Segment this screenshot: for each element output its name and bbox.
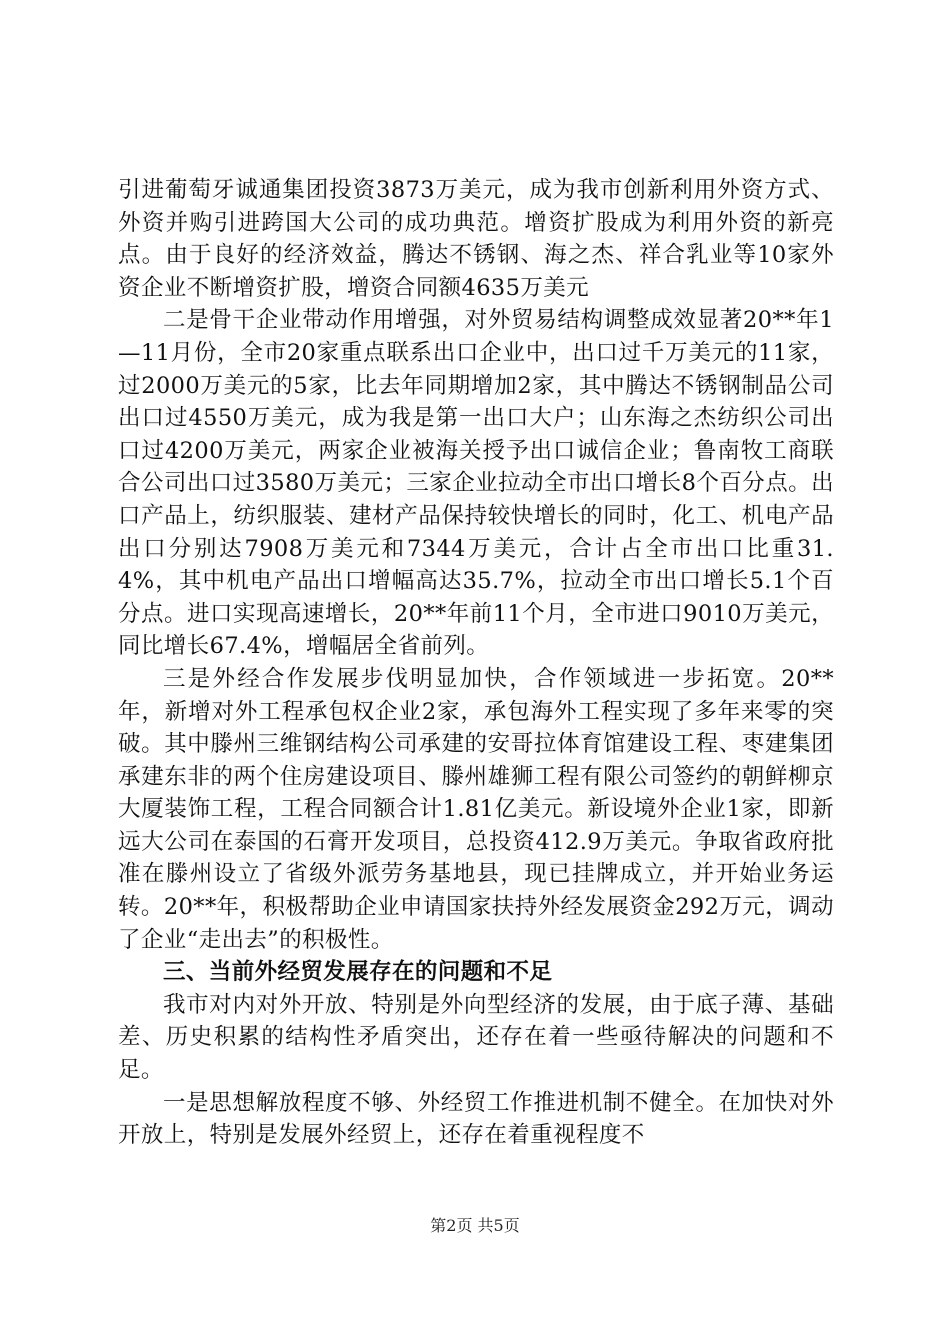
paragraph-key-enterprises: 二是骨干企业带动作用增强，对外贸易结构调整成效显著20**年1—11月份，全市20家重点联系出口企业中，出口过千万美元的11家，过2000万美元的5家，比去年同期增加2家，其中腾达不锈钢制品公司出口过4550万美元，成为我是第一出口大户；山东海之杰纺织公司出口过4200万美元，两家企业被海关授予出口诚信企业；鲁南牧工商联合公司出口过3580万美元；三家企业拉动全市出口增长8个百分点。出口产品上，纺织服装、建材产品保持较快增长的同时，化工、机电产品出口分别达7908万美元和7344万美元，合计占全市出口比重31.4%，其中机电产品出口增幅高达35.7%，拉动全市出口增长5.1个百分点。进口实现高速增长，20**年前11个月，全市进口9010万美元，同比增长67.4%，增幅居全省前列。 <box>118 307 834 660</box>
page-footer: 第2页 共5页 <box>430 1216 520 1235</box>
paragraph-foreign-investment: 引进葡萄牙诚通集团投资3873万美元，成为我市创新利用外资方式、外资并购引进跨国大公司的成功典范。增资扩股成为利用外资的新亮点。由于良好的经济效益，腾达不锈钢、海之杰、祥合乳业等10家外资企业不断增资扩股，增资合同额4635万美元 <box>118 177 834 301</box>
section-heading-problems: 三、当前外经贸发展存在的问题和不足 <box>163 959 553 986</box>
document-body <box>118 174 834 1152</box>
paragraph-problems-intro: 我市对内对外开放、特别是外向型经济的发展，由于底子薄、基础差、历史积累的结构性矛盾突出，还存在着一些亟待解决的问题和不足。 <box>118 991 834 1084</box>
paragraph-problem-one: 一是思想解放程度不够、外经贸工作推进机制不健全。在加快对外开放上，特别是发展外经贸上，还存在着重视程度不 <box>118 1089 834 1149</box>
paragraph-external-cooperation: 三是外经合作发展步伐明显加快，合作领域进一步拓宽。20**年，新增对外工程承包权企业2家，承包海外工程实现了多年来零的突破。其中滕州三维钢结构公司承建的安哥拉体育馆建设工程、枣建集团承建东非的两个住房建设项目、滕州雄狮工程有限公司签约的朝鲜柳京大厦装饰工程，工程合同额合计1.81亿美元。新设境外企业1家，即新远大公司在泰国的石膏开发项目，总投资412.9万美元。争取省政府批准在滕州设立了省级外派劳务基地县，现已挂牌成立，并开始业务运转。20**年，积极帮助企业申请国家扶持外经发展资金292万元，调动了企业“走出去”的积极性。 <box>118 665 834 953</box>
